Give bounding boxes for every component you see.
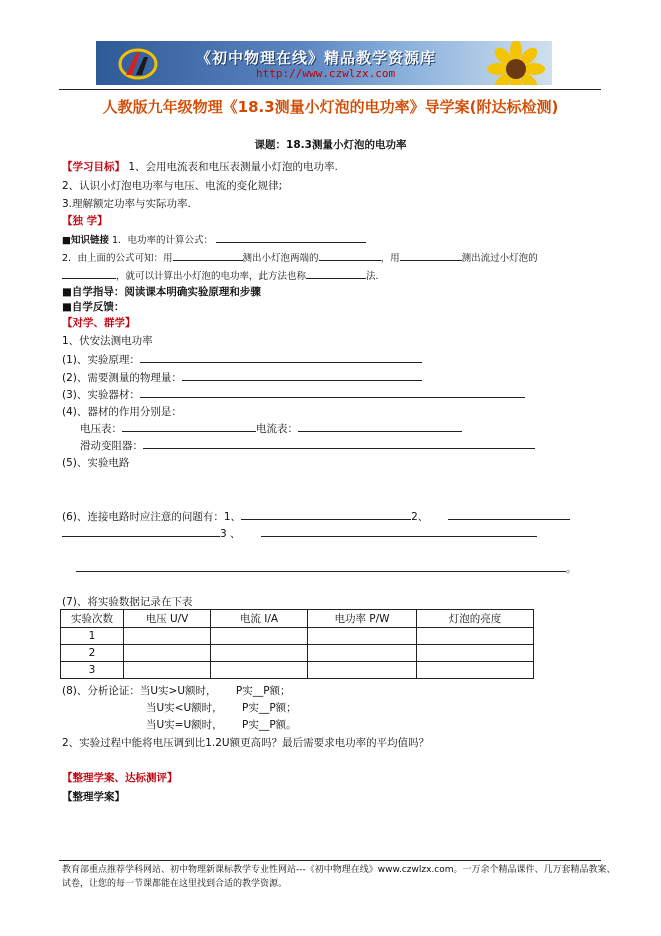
precaution-3-label: 3 、 <box>220 528 241 540</box>
knowledge-link-label: ■知识链接 <box>62 235 109 246</box>
table-header: 实验次数 <box>61 610 124 628</box>
blank-rheostat[interactable] <box>143 437 535 449</box>
blank-quantity-2[interactable] <box>62 267 116 279</box>
table-header: 电压 U/V <box>124 610 211 628</box>
blank-instrument-1[interactable] <box>173 249 243 261</box>
result-1: P实__P额； <box>235 685 291 697</box>
table-cell[interactable] <box>308 645 417 662</box>
table-cell[interactable] <box>124 662 211 679</box>
self-guide <box>62 284 261 299</box>
gap <box>62 561 76 572</box>
voltmeter-row <box>80 420 462 436</box>
goal-3: 3.理解额定功率与实际功率. <box>62 198 191 210</box>
banner-title: 《初中物理在线》精品教学资源库 <box>196 49 437 67</box>
header-divider <box>59 89 601 90</box>
link-line-3a: ，就可以计算出小灯泡的电功率，此方法也称 <box>116 271 307 282</box>
quantities-label: (2)、需要测量的物理量： <box>62 372 182 384</box>
analysis-row-2 <box>146 700 297 715</box>
ammeter-label: 电流表： <box>256 423 298 435</box>
result-2: P实__P额； <box>242 702 297 714</box>
knowledge-link-text: 1．电功率的计算公式： <box>112 235 214 246</box>
site-logo-icon <box>118 47 158 81</box>
precautions-label: (6)、连接电路时应注意的问题有：1、 <box>62 511 242 523</box>
table-cell[interactable] <box>211 662 308 679</box>
blank-ammeter[interactable] <box>298 420 462 432</box>
condition-1: 当U实>U额时， <box>139 685 217 697</box>
blank-precaution-3[interactable] <box>261 525 537 537</box>
item-quantities <box>62 369 422 385</box>
rheostat-label: 滑动变阻器： <box>80 440 143 452</box>
condition-2: 当U实<U额时， <box>146 702 223 714</box>
table-cell[interactable] <box>124 628 211 645</box>
table-row <box>61 662 534 679</box>
analysis-row-1 <box>62 683 291 698</box>
self-study-label: 【独 学】 <box>62 215 108 227</box>
link-line-2c: ，用 <box>380 253 400 264</box>
item-precautions <box>62 508 570 524</box>
self-guide-label: ■自学指导： <box>62 286 125 298</box>
table-cell[interactable] <box>211 645 308 662</box>
blank-quantity-1[interactable] <box>319 249 381 261</box>
goal-2: 2、认识小灯泡电功率与电压、电流的变化规律; <box>62 180 283 192</box>
blank-method[interactable] <box>306 267 366 279</box>
link-line-3b: 法． <box>366 271 386 282</box>
table-header: 电流 I/A <box>211 610 308 628</box>
precautions-line-3 <box>62 560 577 576</box>
blank-principle[interactable] <box>140 351 422 363</box>
link-line-2 <box>62 249 538 264</box>
condition-3: 当U实=U额时， <box>146 719 223 731</box>
trial-number: 1 <box>61 628 124 645</box>
table-cell[interactable] <box>211 628 308 645</box>
table-header-row <box>61 610 534 628</box>
data-table <box>60 609 534 679</box>
voltmeter-label: 电压表： <box>80 423 122 435</box>
link-line-2d: 测出流过小灯泡的 <box>461 253 538 264</box>
analysis-label: (8)、分析论证： <box>62 685 140 697</box>
blank-precaution-4[interactable] <box>76 560 566 572</box>
table-row <box>61 645 534 662</box>
table-header: 灯泡的亮度 <box>417 610 534 628</box>
table-row <box>61 628 534 645</box>
gap <box>428 509 448 520</box>
self-guide-text: 阅读课本明确实验原理和步骤 <box>124 286 261 298</box>
blank-precaution-1[interactable] <box>241 508 411 520</box>
trial-number: 3 <box>61 662 124 679</box>
blank-precaution-2b[interactable] <box>62 525 220 537</box>
blank-quantities[interactable] <box>182 369 422 381</box>
goals-label: 【学习目标】 <box>62 161 125 173</box>
item-record: (7)、将实验数据记录在下表 <box>62 596 193 608</box>
goals-line-1 <box>62 159 338 174</box>
table-header: 电功率 P/W <box>308 610 417 628</box>
blank-equipment[interactable] <box>140 386 525 398</box>
summary-label: 【整理学案、达标测评】 <box>62 772 178 784</box>
knowledge-link <box>62 231 366 246</box>
table-cell[interactable] <box>308 662 417 679</box>
item-principle <box>62 351 422 367</box>
table-cell[interactable] <box>417 628 534 645</box>
rheostat-row <box>80 437 535 453</box>
table-cell[interactable] <box>124 645 211 662</box>
link-line-2a: 2．由上面的公式可知：用 <box>62 253 173 264</box>
group-study-label: 【对学、群学】 <box>62 317 136 329</box>
precautions-line-2 <box>62 525 537 541</box>
document-title: 人教版九年级物理《18.3测量小灯泡的电功率》导学案(附达标检测) <box>102 98 559 116</box>
blank-formula[interactable] <box>216 231 366 243</box>
result-3: P实__P额。 <box>242 719 297 731</box>
footer-divider <box>59 860 601 861</box>
blank-voltmeter[interactable] <box>122 420 256 432</box>
item-equipment <box>62 386 525 402</box>
table-cell[interactable] <box>417 662 534 679</box>
link-line-3 <box>62 267 385 282</box>
question-2: 2、实验过程中能将电压调到比1.2U额更高吗？最后需要求电功率的平均值吗？ <box>62 737 430 749</box>
table-cell[interactable] <box>417 645 534 662</box>
self-feedback: ■自学反馈： <box>62 301 125 313</box>
header-banner <box>96 41 552 85</box>
item-roles: (4)、器材的作用分别是： <box>62 406 182 418</box>
question-1: 1、伏安法测电功率 <box>62 335 153 347</box>
trial-number: 2 <box>61 645 124 662</box>
page-footer: 教育部重点推荐学科网站、初中物理新课标教学专业性网站---《初中物理在线》www.czwlzx.com。一万余个精品课件、几万套精品教案、试卷，让您的每一节课都能在这里找到合适的教学资源。 <box>62 865 616 889</box>
gap <box>241 526 261 537</box>
blank-instrument-2[interactable] <box>400 249 462 261</box>
item-circuit: (5)、实验电路 <box>62 457 130 469</box>
analysis-row-3 <box>146 717 297 732</box>
blank-precaution-2[interactable] <box>448 508 570 520</box>
principle-label: (1)、实验原理： <box>62 354 140 366</box>
equipment-label: (3)、实验器材： <box>62 389 140 401</box>
lesson-title: 课题：18.3测量小灯泡的电功率 <box>254 139 407 151</box>
sunflower-icon <box>486 41 546 85</box>
banner-url: http://www.czwlzx.com <box>256 67 396 80</box>
goal-1: 1、会用电流表和电压表测量小灯泡的电功率. <box>128 161 338 173</box>
summary-sub: 【整理学案】 <box>62 791 125 803</box>
table-cell[interactable] <box>308 628 417 645</box>
precaution-2-label: 2、 <box>411 511 429 523</box>
link-line-2b: 测出小灯泡两端的 <box>242 253 319 264</box>
precautions-end: 。 <box>566 563 577 575</box>
